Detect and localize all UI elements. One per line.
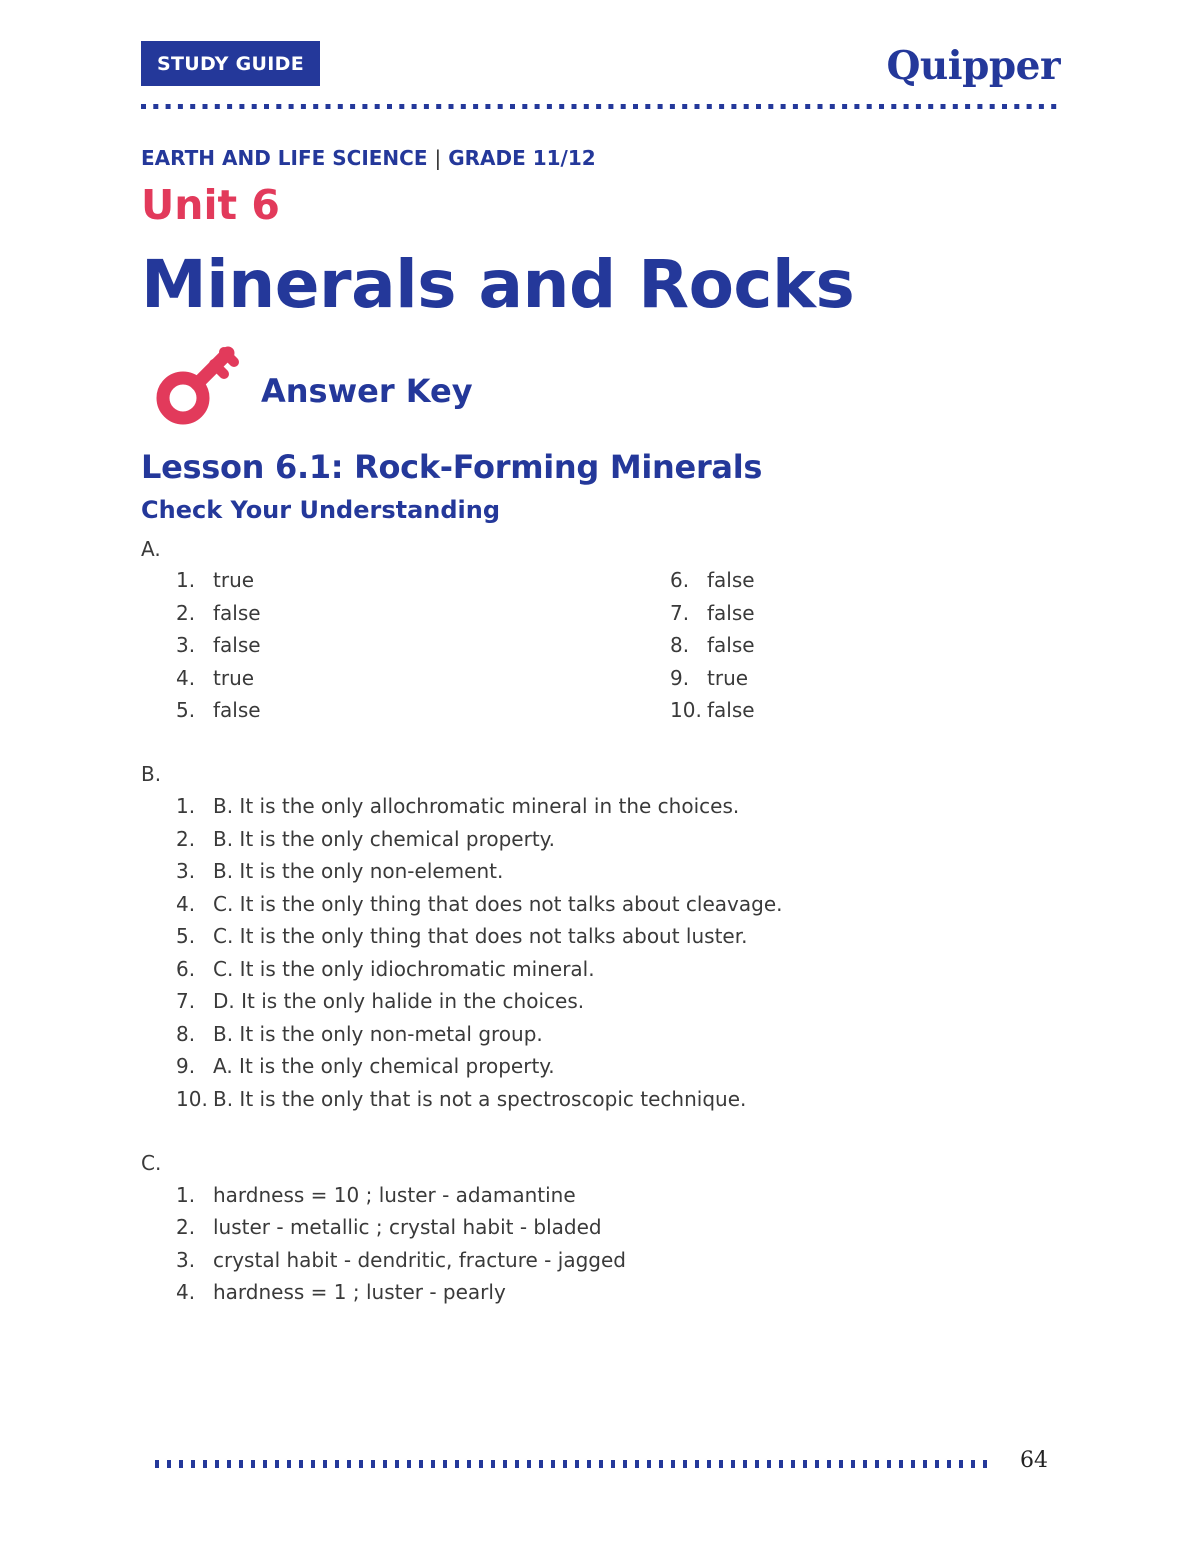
divider-dot <box>879 104 884 109</box>
divider-dot <box>239 104 244 109</box>
divider-dot <box>584 104 589 109</box>
item-number: 9. <box>670 666 690 690</box>
divider-dot <box>375 104 380 109</box>
divider-dot <box>971 1460 975 1468</box>
list-item <box>176 857 503 885</box>
item-text: B. It is the only that is not a spectroscopic technique. <box>213 1087 747 1111</box>
divider-dot <box>779 1460 783 1468</box>
list-item <box>176 566 254 594</box>
item-number: 9. <box>176 1054 196 1078</box>
item-number: 1. <box>176 1183 196 1207</box>
item-text: B. It is the only chemical property. <box>213 827 556 851</box>
list-item <box>176 696 261 724</box>
divider-dot <box>252 104 257 109</box>
divider-dot <box>431 1460 435 1468</box>
item-text: A. It is the only chemical property. <box>213 1054 555 1078</box>
divider-dot <box>904 104 909 109</box>
divider-dot <box>719 104 724 109</box>
key-icon <box>150 338 242 434</box>
divider-dot <box>264 104 269 109</box>
divider-dot <box>827 1460 831 1468</box>
item-number: 7. <box>670 601 690 625</box>
divider-dot <box>215 1460 219 1468</box>
divider-dot <box>203 104 208 109</box>
divider-dot <box>768 104 773 109</box>
divider-dot <box>587 1460 591 1468</box>
divider-dot <box>227 1460 231 1468</box>
list-item <box>176 1020 543 1048</box>
divider-dot <box>863 1460 867 1468</box>
divider-dot <box>1002 104 1007 109</box>
divider-dot <box>767 1460 771 1468</box>
list-item <box>670 631 755 659</box>
divider-dot <box>461 104 466 109</box>
divider-dot <box>323 1460 327 1468</box>
list-item <box>176 1052 555 1080</box>
divider-dot <box>670 104 675 109</box>
divider-dot <box>563 1460 567 1468</box>
page-number: 64 <box>1020 1448 1048 1473</box>
part-a-label: A. <box>141 537 161 561</box>
list-item <box>670 566 755 594</box>
divider-dot <box>383 1460 387 1468</box>
divider-dot <box>647 1460 651 1468</box>
unit-label: Unit 6 <box>141 181 280 229</box>
item-number: 5. <box>176 698 196 722</box>
divider-dot <box>455 1460 459 1468</box>
item-number: 4. <box>176 892 196 916</box>
divider-dot <box>498 104 503 109</box>
divider-dot <box>623 1460 627 1468</box>
divider-dot <box>599 1460 603 1468</box>
divider-dot <box>891 104 896 109</box>
divider-dot <box>755 1460 759 1468</box>
item-number: 4. <box>176 1280 196 1304</box>
divider-dot <box>983 1460 987 1468</box>
item-number: 8. <box>670 633 690 657</box>
unit-title: Minerals and Rocks <box>141 246 855 323</box>
subject-line <box>141 146 596 170</box>
divider-dot <box>412 104 417 109</box>
item-text: true <box>213 568 255 592</box>
divider-dot <box>621 104 626 109</box>
item-text: C. It is the only idiochromatic mineral. <box>213 957 595 981</box>
divider-dot <box>191 1460 195 1468</box>
list-item <box>176 1181 576 1209</box>
part-c-label: C. <box>141 1151 162 1175</box>
divider-dot <box>424 104 429 109</box>
divider-dot <box>803 1460 807 1468</box>
divider-dot <box>443 1460 447 1468</box>
divider-dot <box>867 104 872 109</box>
list-item <box>670 664 748 692</box>
item-number: 10. <box>176 1087 208 1111</box>
divider-dot <box>166 104 171 109</box>
divider-dot <box>275 1460 279 1468</box>
divider-dot <box>923 1460 927 1468</box>
divider-dot <box>203 1460 207 1468</box>
item-number: 2. <box>176 827 196 851</box>
divider-dot <box>287 1460 291 1468</box>
divider-dot <box>239 1460 243 1468</box>
divider-dot <box>959 1460 963 1468</box>
list-item <box>176 1246 626 1274</box>
divider-dot <box>167 1460 171 1468</box>
item-number: 10. <box>670 698 702 722</box>
divider-dot <box>965 104 970 109</box>
divider-dot <box>559 104 564 109</box>
list-item <box>176 922 747 950</box>
item-text: crystal habit - dendritic, fracture - jagged <box>213 1248 626 1272</box>
divider-dot <box>671 1460 675 1468</box>
divider-dot <box>719 1460 723 1468</box>
item-text: false <box>707 601 755 625</box>
divider-dot <box>515 1460 519 1468</box>
list-item <box>176 987 584 1015</box>
divider-dot <box>479 1460 483 1468</box>
divider-dot <box>854 104 859 109</box>
divider-dot <box>522 104 527 109</box>
divider-dot <box>289 104 294 109</box>
divider-dot <box>485 104 490 109</box>
item-number: 4. <box>176 666 196 690</box>
divider-dot <box>744 104 749 109</box>
divider-dot <box>350 104 355 109</box>
divider-dot <box>941 104 946 109</box>
divider-dot <box>301 104 306 109</box>
list-item <box>176 664 254 692</box>
list-item <box>176 825 555 853</box>
divider-dot <box>551 1460 555 1468</box>
item-number: 8. <box>176 1022 196 1046</box>
list-item <box>176 1085 746 1113</box>
divider-dot <box>449 104 454 109</box>
divider-dot <box>1027 104 1032 109</box>
list-item <box>176 955 595 983</box>
item-number: 7. <box>176 989 196 1013</box>
divider-dot <box>875 1460 879 1468</box>
item-number: 2. <box>176 1215 196 1239</box>
divider-dot <box>467 1460 471 1468</box>
divider-dot <box>635 1460 639 1468</box>
item-text: false <box>213 633 261 657</box>
lesson-title: Lesson 6.1: Rock-Forming Minerals <box>141 448 763 486</box>
item-number: 1. <box>176 794 196 818</box>
divider-dot <box>326 104 331 109</box>
divider-dot <box>190 104 195 109</box>
item-text: false <box>213 698 261 722</box>
divider-dot <box>178 104 183 109</box>
divider-dot <box>362 104 367 109</box>
item-text: false <box>707 568 755 592</box>
item-text: B. It is the only non-element. <box>213 859 504 883</box>
divider-dot <box>311 1460 315 1468</box>
item-text: hardness = 1 ; luster - pearly <box>213 1280 506 1304</box>
divider-dot <box>659 1460 663 1468</box>
item-text: true <box>707 666 749 690</box>
divider-dot <box>916 104 921 109</box>
list-item <box>176 792 739 820</box>
list-item <box>176 631 261 659</box>
item-text: D. It is the only halide in the choices. <box>213 989 585 1013</box>
section-heading: Check Your Understanding <box>141 496 501 524</box>
divider-dot <box>335 1460 339 1468</box>
divider-dot <box>338 104 343 109</box>
grade-level: GRADE 11/12 <box>448 146 596 170</box>
divider-dot <box>743 1460 747 1468</box>
item-number: 1. <box>176 568 196 592</box>
divider-dot <box>473 104 478 109</box>
divider-dot <box>510 104 515 109</box>
divider-dot <box>842 104 847 109</box>
divider-dot <box>911 1460 915 1468</box>
divider-dot <box>818 104 823 109</box>
divider-dot <box>299 1460 303 1468</box>
part-b-label: B. <box>141 762 162 786</box>
divider-dot <box>977 104 982 109</box>
item-text: B. It is the only non-metal group. <box>213 1022 543 1046</box>
divider-dot <box>695 1460 699 1468</box>
divider-dot <box>1039 104 1044 109</box>
divider-dot <box>596 104 601 109</box>
divider-dot <box>851 1460 855 1468</box>
list-item <box>670 696 755 724</box>
divider-dot <box>645 104 650 109</box>
divider-dot <box>276 104 281 109</box>
item-text: hardness = 10 ; luster - adamantine <box>213 1183 576 1207</box>
item-number: 5. <box>176 924 196 948</box>
item-number: 3. <box>176 633 196 657</box>
divider-dot <box>839 1460 843 1468</box>
divider-dot <box>155 1460 159 1468</box>
item-text: true <box>213 666 255 690</box>
item-number: 2. <box>176 601 196 625</box>
divider-dot <box>503 1460 507 1468</box>
divider-dot <box>928 104 933 109</box>
divider-dot <box>756 104 761 109</box>
list-item <box>176 599 261 627</box>
divider-dot <box>695 104 700 109</box>
divider-dot <box>1014 104 1019 109</box>
list-item <box>670 599 755 627</box>
divider-dot <box>387 104 392 109</box>
divider-dot <box>887 1460 891 1468</box>
divider-dot <box>313 104 318 109</box>
divider-dot <box>707 104 712 109</box>
item-text: C. It is the only thing that does not talks about cleavage. <box>213 892 783 916</box>
list-item <box>176 1278 506 1306</box>
divider-dot <box>539 1460 543 1468</box>
item-text: false <box>707 698 755 722</box>
study-guide-badge: STUDY GUIDE <box>141 41 320 86</box>
item-text: false <box>707 633 755 657</box>
item-number: 3. <box>176 859 196 883</box>
divider-dot <box>535 104 540 109</box>
item-number: 6. <box>670 568 690 592</box>
divider-dot <box>658 104 663 109</box>
divider-dot <box>251 1460 255 1468</box>
divider-dot <box>899 1460 903 1468</box>
divider-dot <box>953 104 958 109</box>
item-number: 3. <box>176 1248 196 1272</box>
divider-dot <box>791 1460 795 1468</box>
bottom-dotted-divider <box>155 1460 987 1468</box>
divider-dot <box>436 104 441 109</box>
divider-dot <box>805 104 810 109</box>
divider-dot <box>731 1460 735 1468</box>
divider-dot <box>935 1460 939 1468</box>
divider-dot <box>141 104 146 109</box>
divider-dot <box>611 1460 615 1468</box>
divider-dot <box>371 1460 375 1468</box>
list-item <box>176 890 783 918</box>
item-text: B. It is the only allochromatic mineral in the choices. <box>213 794 740 818</box>
top-dotted-divider <box>141 104 1056 109</box>
answer-key-heading: Answer Key <box>261 372 473 410</box>
quipper-logo: Quipper <box>886 43 1060 89</box>
divider-dot <box>263 1460 267 1468</box>
divider-dot <box>1051 104 1056 109</box>
item-text: luster - metallic ; crystal habit - bladed <box>213 1215 602 1239</box>
list-item <box>176 1213 602 1241</box>
subject-separator: | <box>434 146 442 170</box>
divider-dot <box>682 104 687 109</box>
divider-dot <box>399 104 404 109</box>
divider-dot <box>731 104 736 109</box>
divider-dot <box>407 1460 411 1468</box>
divider-dot <box>419 1460 423 1468</box>
divider-dot <box>215 104 220 109</box>
divider-dot <box>527 1460 531 1468</box>
divider-dot <box>815 1460 819 1468</box>
divider-dot <box>572 104 577 109</box>
course-name: EARTH AND LIFE SCIENCE <box>141 146 428 170</box>
divider-dot <box>547 104 552 109</box>
divider-dot <box>608 104 613 109</box>
divider-dot <box>793 104 798 109</box>
item-number: 6. <box>176 957 196 981</box>
divider-dot <box>347 1460 351 1468</box>
divider-dot <box>633 104 638 109</box>
item-text: C. It is the only thing that does not talks about luster. <box>213 924 748 948</box>
divider-dot <box>947 1460 951 1468</box>
divider-dot <box>153 104 158 109</box>
divider-dot <box>179 1460 183 1468</box>
divider-dot <box>990 104 995 109</box>
divider-dot <box>395 1460 399 1468</box>
divider-dot <box>683 1460 687 1468</box>
divider-dot <box>491 1460 495 1468</box>
divider-dot <box>575 1460 579 1468</box>
divider-dot <box>227 104 232 109</box>
divider-dot <box>830 104 835 109</box>
divider-dot <box>707 1460 711 1468</box>
item-text: false <box>213 601 261 625</box>
divider-dot <box>359 1460 363 1468</box>
divider-dot <box>781 104 786 109</box>
